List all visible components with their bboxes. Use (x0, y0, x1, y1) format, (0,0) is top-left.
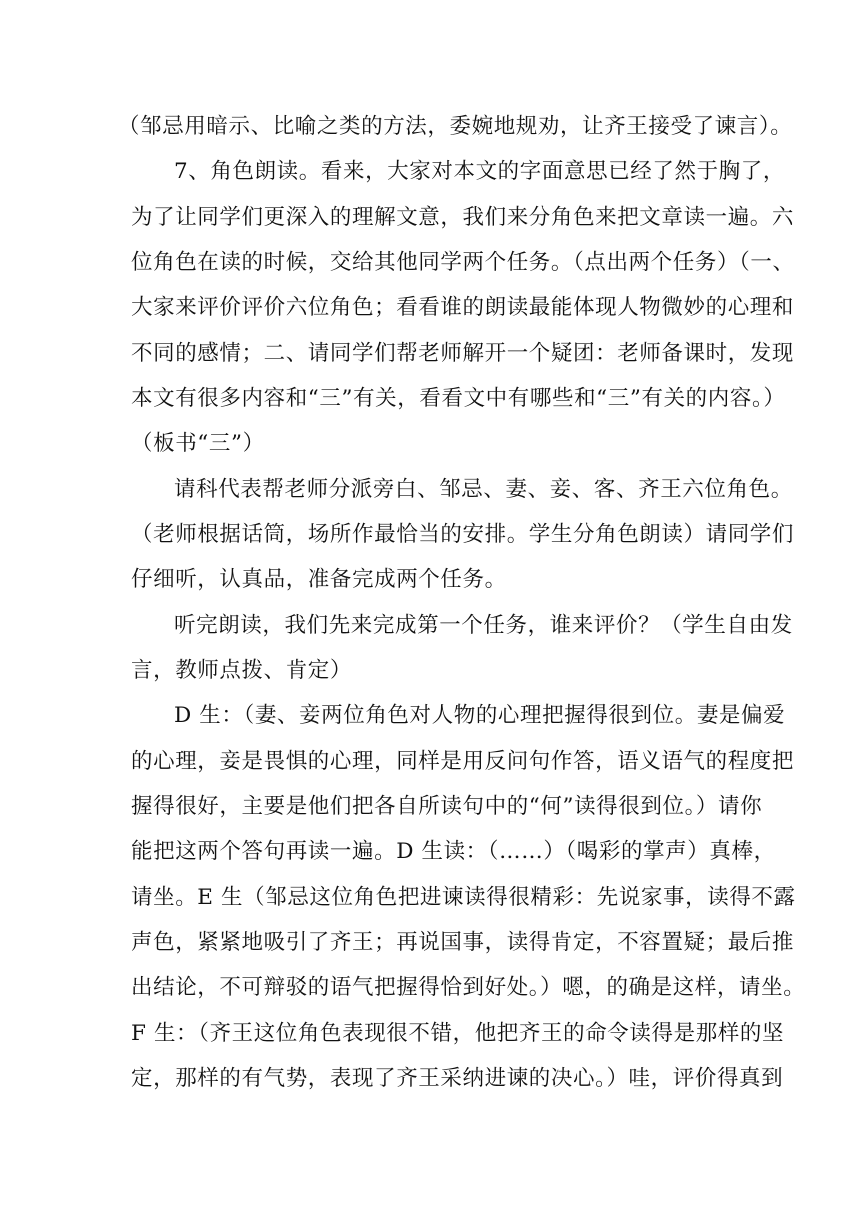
text-line-6: 不同的感情；二、请同学们帮老师解开一个疑团：老师备课时，发现 (131, 341, 795, 366)
text-line-22: 定，那样的有气势，表现了齐王采纳进谏的决心。）哇，评价得真到 (131, 1066, 784, 1091)
text-line-16: 握得很好，主要是他们把各自所读句中的“何”读得很到位。）请你 (131, 794, 763, 819)
text-line-13: 言，教师点拨、肯定） (131, 658, 353, 683)
text-line-3: 为了让同学们更深入的理解文意，我们来分角色来把文章读一遍。六 (131, 205, 795, 230)
text-line-7: 本文有很多内容和“三”有关，看看文中有哪些和“三”有关的内容。） (131, 386, 786, 411)
text-line-11: 仔细听，认真品，准备完成两个任务。 (131, 567, 507, 592)
text-line-19: 声色，紧紧地吸引了齐王；再说国事，读得肯定，不容置疑；最后推 (131, 930, 795, 955)
text-line-18: 请坐。E 生（邹忌这位角色把进谏读得很精彩：先说家事，读得不露 (131, 885, 796, 910)
text-line-10: （老师根据话筒，场所作最恰当的安排。学生分角色朗读）请同学们 (131, 522, 795, 547)
text-line-8: （板书“三”） (131, 431, 265, 456)
text-line-17: 能把这两个答句再读一遍。D 生读：（……）（喝彩的掌声）真棒， (131, 839, 776, 864)
text-line-4: 位角色在读的时候，交给其他同学两个任务。（点出两个任务）（一、 (131, 250, 795, 275)
text-line-20: 出结论，不可辩驳的语气把握得恰到好处。）嗯，的确是这样，请坐。 (131, 975, 806, 1000)
text-line-21: F 生：（齐王这位角色表现很不错，他把齐王的命令读得是那样的坚 (131, 1021, 785, 1046)
text-line-2: 7、角色朗读。看来，大家对本文的字面意思已经了然于胸了， (174, 159, 785, 184)
text-line-14: D 生：（妻、妾两位角色对人物的心理把握得很到位。妻是偏爱 (174, 703, 786, 728)
text-line-9: 请科代表帮老师分派旁白、邹忌、妻、妾、客、齐王六位角色。 (174, 477, 793, 502)
text-line-15: 的心理，妾是畏惧的心理，同样是用反问句作答，语义语气的程度把 (131, 749, 795, 774)
text-line-12: 听完朗读，我们先来完成第一个任务，谁来评价？（学生自由发 (174, 613, 793, 638)
text-line-5: 大家来评价评价六位角色；看看谁的朗读最能体现人物微妙的心理和 (131, 295, 795, 320)
text-line-1: （邹忌用暗示、比喻之类的方法，委婉地规劝，让齐王接受了谏言）。 (118, 114, 793, 139)
